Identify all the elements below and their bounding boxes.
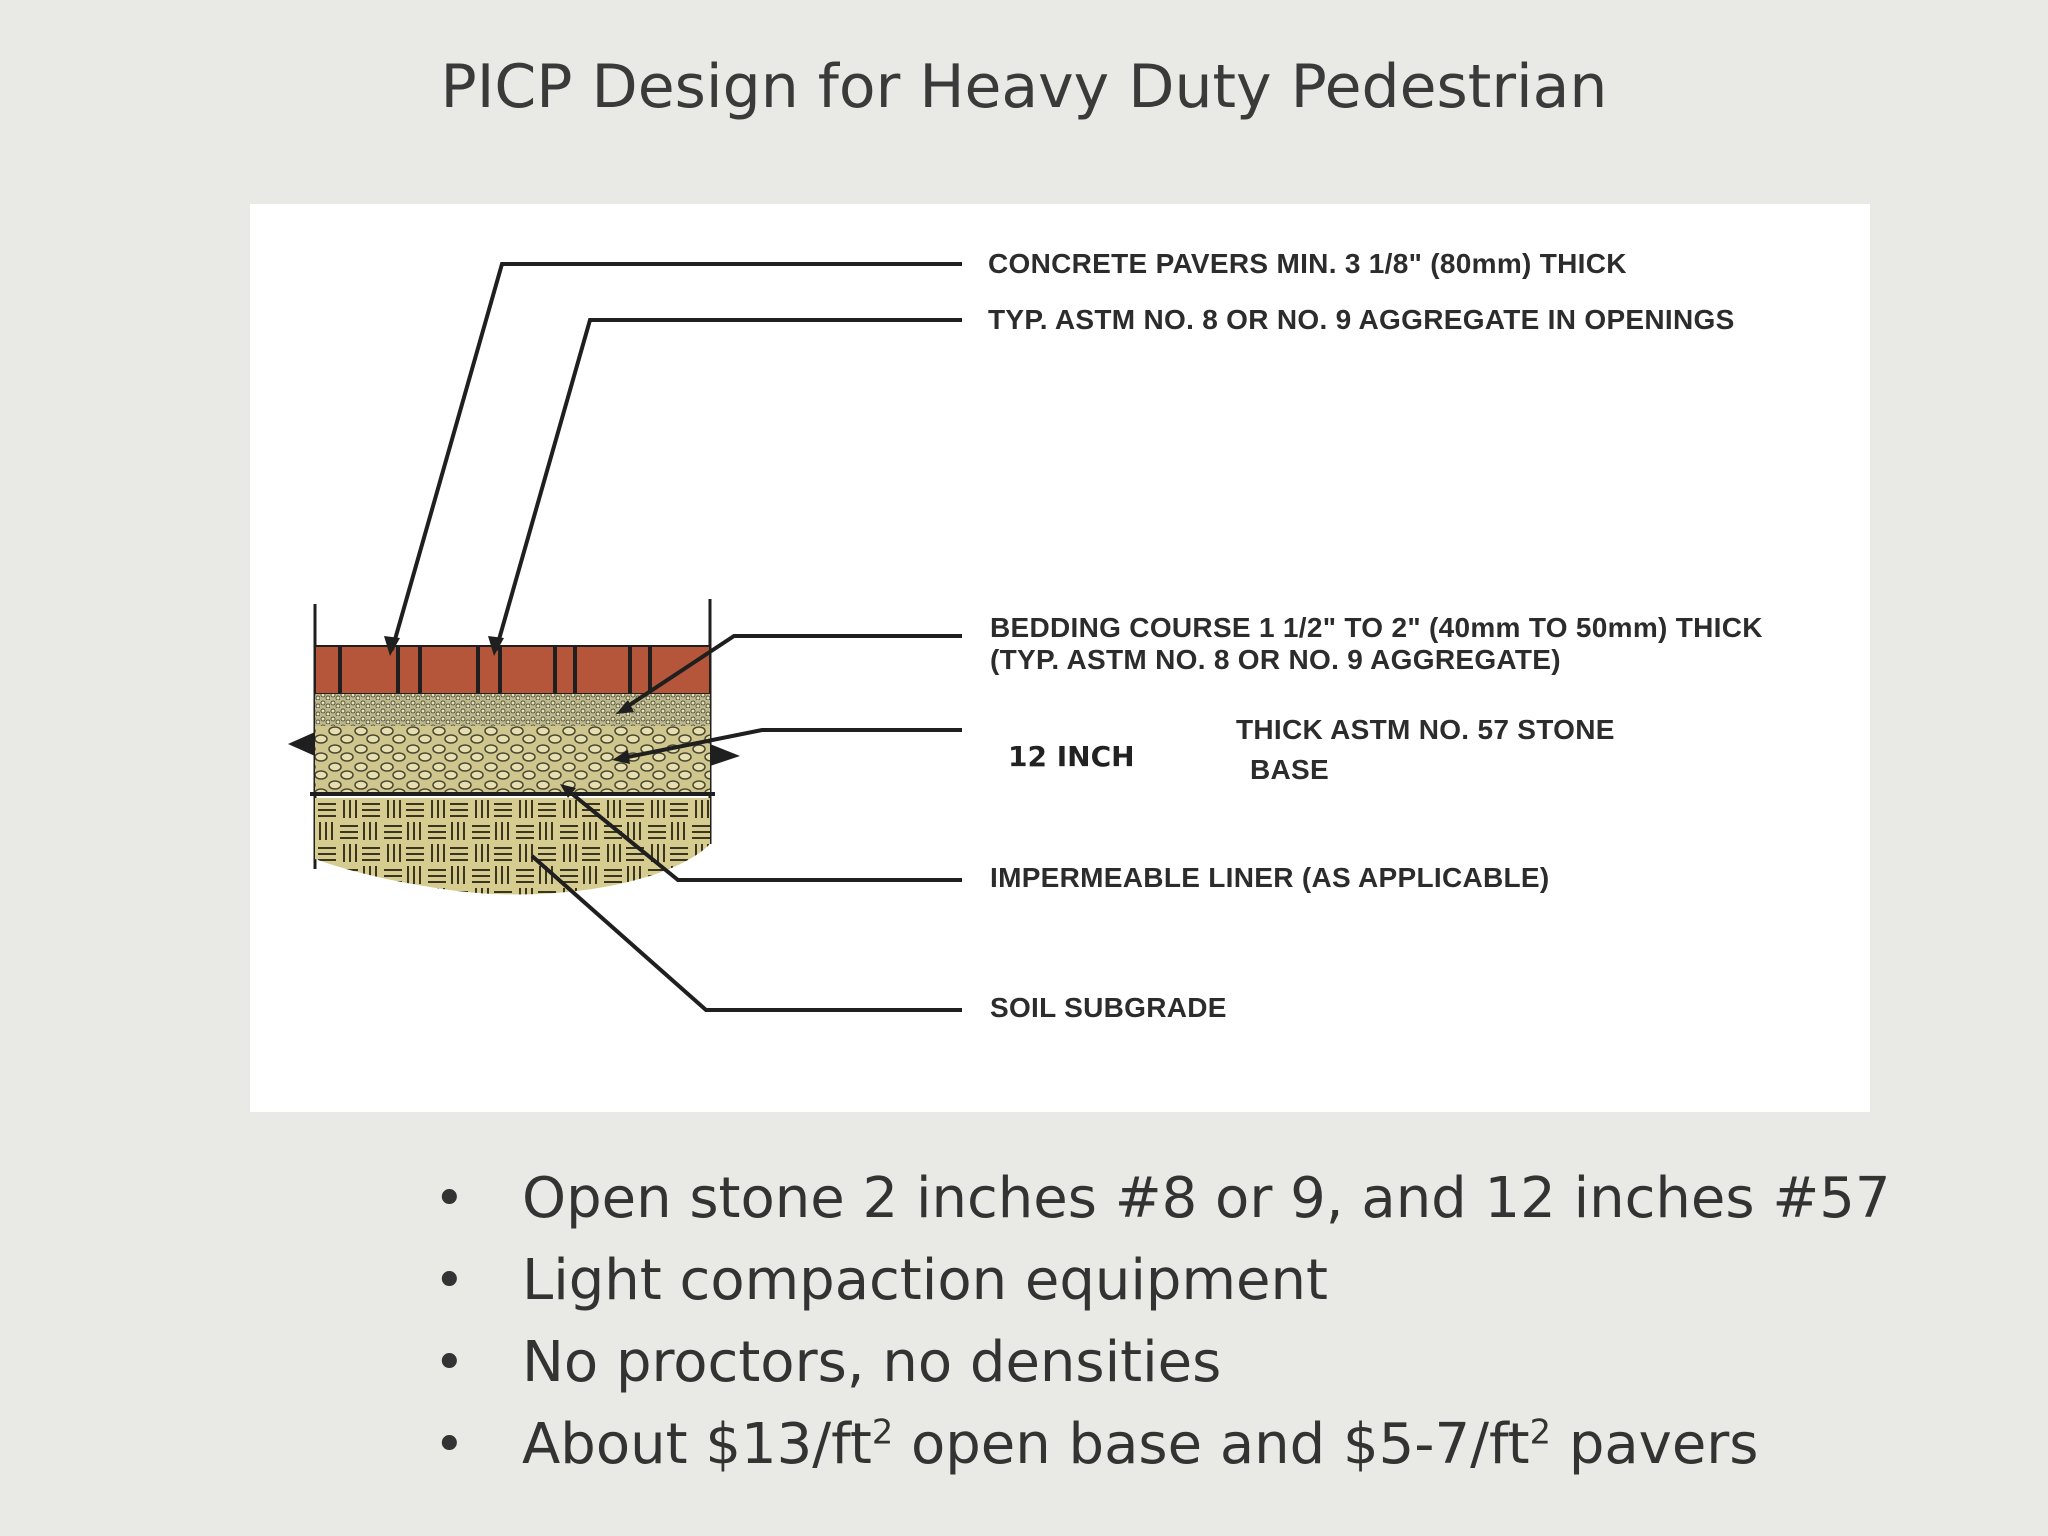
bullet-item bbox=[430, 1240, 1891, 1322]
label-impermeable-liner: IMPERMEABLE LINER (AS APPLICABLE) bbox=[990, 862, 1550, 893]
bedding-course-layer bbox=[315, 694, 710, 726]
bullet-text: About $13/ft bbox=[522, 1412, 872, 1477]
slide-title: PICP Design for Heavy Duty Pedestrian bbox=[440, 52, 1608, 122]
bullet-text: open base and $5-7/ft bbox=[893, 1412, 1530, 1477]
open-graded-base-layer bbox=[315, 726, 710, 794]
bullet-marker: • bbox=[434, 1333, 465, 1393]
overlay-note-12-inch: 12 INCH bbox=[1008, 740, 1135, 773]
bullet-text: No proctors, no densities bbox=[522, 1330, 1222, 1395]
bullet-marker: • bbox=[434, 1169, 465, 1229]
bullet-text: Open stone 2 inches #8 or 9, and 12 inches #57 bbox=[522, 1166, 1891, 1231]
label-base: BASE bbox=[1250, 754, 1329, 785]
leader-lines bbox=[392, 264, 962, 1010]
bullet-item bbox=[430, 1158, 1891, 1240]
label-bedding-aggregate: (TYP. ASTM NO. 8 OR NO. 9 AGGREGATE) bbox=[990, 644, 1561, 675]
bullet-marker: • bbox=[434, 1415, 465, 1475]
superscript: 2 bbox=[871, 1412, 894, 1452]
bullet-item bbox=[430, 1404, 1891, 1486]
bullet-marker: • bbox=[434, 1251, 465, 1311]
bullet-item bbox=[430, 1322, 1891, 1404]
label-concrete-pavers: CONCRETE PAVERS MIN. 3 1/8" (80mm) THICK bbox=[988, 248, 1627, 279]
paver-layer bbox=[315, 646, 710, 694]
superscript: 2 bbox=[1529, 1412, 1552, 1452]
label-soil-subgrade: SOIL SUBGRADE bbox=[990, 992, 1227, 1023]
label-bedding-course: BEDDING COURSE 1 1/2" TO 2" (40mm TO 50mm) THICK bbox=[990, 612, 1763, 643]
bullet-list bbox=[430, 1158, 1891, 1486]
bullet-text: pavers bbox=[1551, 1412, 1759, 1477]
soil-subgrade-layer bbox=[315, 798, 710, 894]
bullet-text: Light compaction equipment bbox=[522, 1248, 1328, 1313]
label-aggregate-openings: TYP. ASTM NO. 8 OR NO. 9 AGGREGATE IN OPENINGS bbox=[988, 304, 1735, 335]
pavement-section-diagram bbox=[250, 204, 1870, 1112]
label-base-stone: THICK ASTM NO. 57 STONE bbox=[1236, 714, 1615, 745]
